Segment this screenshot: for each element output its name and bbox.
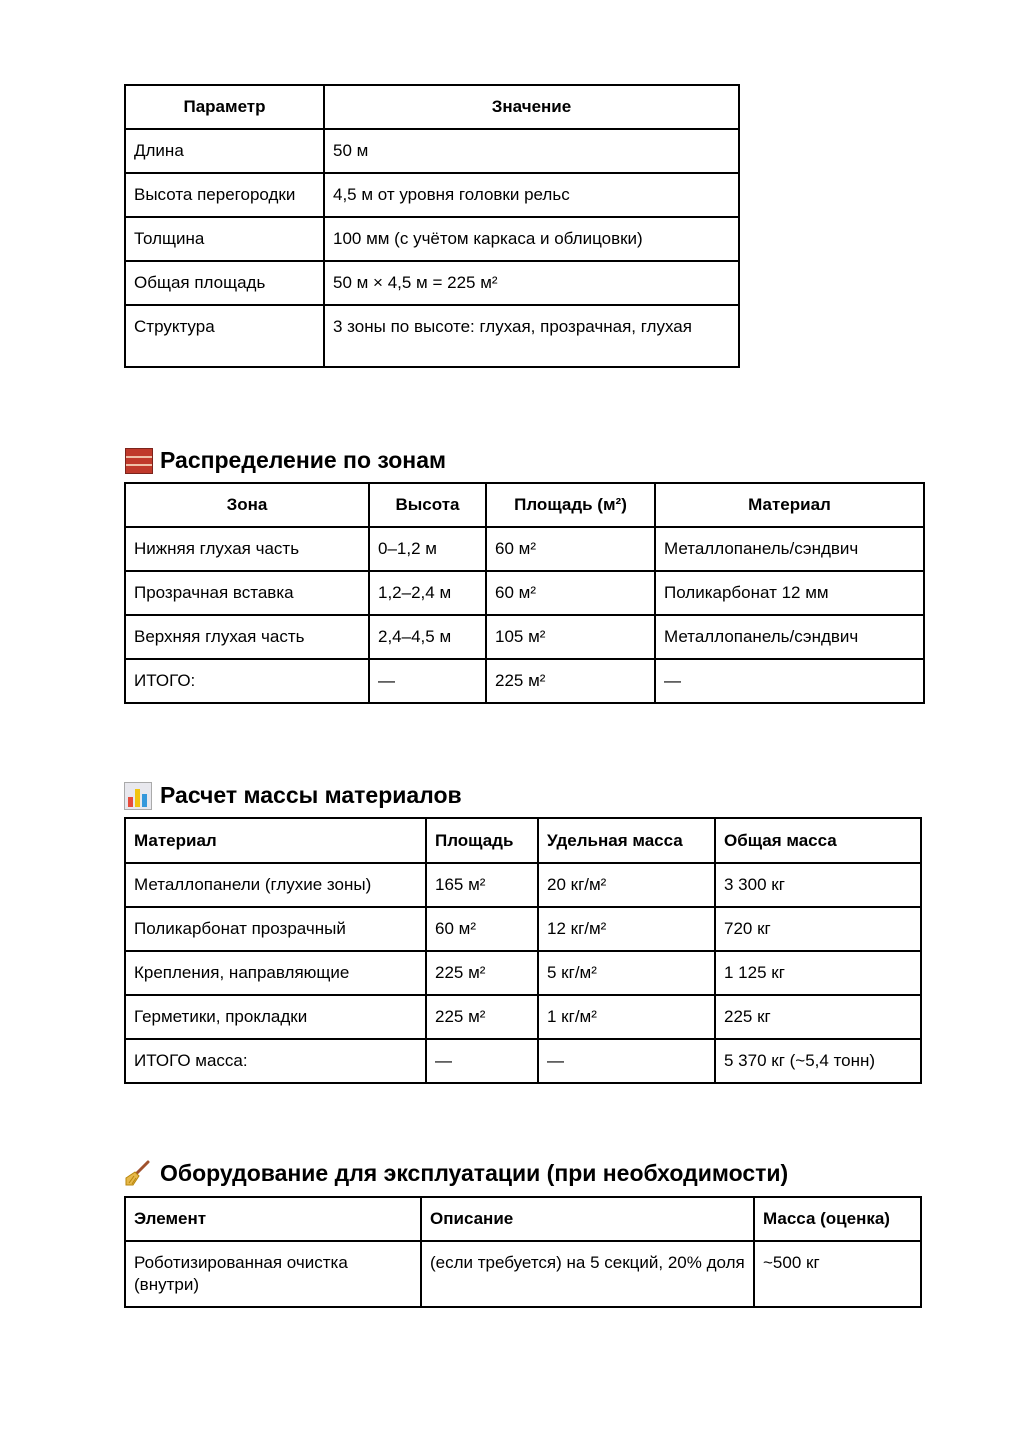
table-cell: — <box>426 1039 538 1083</box>
table-row <box>125 1241 921 1307</box>
column-header: Удельная масса <box>538 818 715 863</box>
table-cell: 225 м² <box>426 951 538 995</box>
broom-icon <box>124 1159 152 1187</box>
table-cell: Верхняя глухая часть <box>125 615 369 659</box>
table-cell: 60 м² <box>426 907 538 951</box>
equipment-table <box>124 1196 922 1308</box>
table-cell: Нижняя глухая часть <box>125 527 369 571</box>
table-cell: 225 м² <box>486 659 655 703</box>
zones-title: Распределение по зонам <box>160 447 446 473</box>
column-header: Параметр <box>125 85 324 129</box>
table-cell: Структура <box>125 305 324 367</box>
column-header: Общая масса <box>715 818 921 863</box>
table-cell: Роботизированная очистка (внутри) <box>125 1241 421 1307</box>
zones-heading <box>124 445 446 475</box>
column-header: Материал <box>125 818 426 863</box>
equipment-title: Оборудование для эксплуатации (при необходимости) <box>160 1160 789 1186</box>
table-header-row <box>125 1197 921 1241</box>
table-cell: 20 кг/м² <box>538 863 715 907</box>
table-header-row <box>125 85 739 129</box>
table-cell: 12 кг/м² <box>538 907 715 951</box>
mass-heading <box>124 780 462 810</box>
table-row <box>125 261 739 305</box>
table-cell: 2,4–4,5 м <box>369 615 486 659</box>
table-cell: ИТОГО: <box>125 659 369 703</box>
column-header: Значение <box>324 85 739 129</box>
table-row <box>125 1039 921 1083</box>
table-row <box>125 995 921 1039</box>
equipment-heading <box>124 1158 788 1188</box>
column-header: Масса (оценка) <box>754 1197 921 1241</box>
table-cell: Прозрачная вставка <box>125 571 369 615</box>
table-cell: 720 кг <box>715 907 921 951</box>
table-row <box>125 305 739 367</box>
table-cell: Толщина <box>125 217 324 261</box>
table-cell: Общая площадь <box>125 261 324 305</box>
table-cell: Металлопанель/сэндвич <box>655 527 924 571</box>
table-cell: — <box>655 659 924 703</box>
table-cell: Герметики, прокладки <box>125 995 426 1039</box>
column-header: Материал <box>655 483 924 527</box>
brick-icon <box>124 446 152 474</box>
table-cell: Металлопанели (глухие зоны) <box>125 863 426 907</box>
bar-chart-icon <box>124 781 152 809</box>
table-header-row <box>125 818 921 863</box>
column-header: Площадь <box>426 818 538 863</box>
table-cell: 225 м² <box>426 995 538 1039</box>
table-cell: — <box>369 659 486 703</box>
table-cell: 105 м² <box>486 615 655 659</box>
table-cell: Металлопанель/сэндвич <box>655 615 924 659</box>
table-cell: 1,2–2,4 м <box>369 571 486 615</box>
table-cell: 225 кг <box>715 995 921 1039</box>
table-cell: 3 зоны по высоте: глухая, прозрачная, глухая <box>324 305 739 367</box>
table-row <box>125 129 739 173</box>
table-cell: 60 м² <box>486 571 655 615</box>
table-cell: Поликарбонат прозрачный <box>125 907 426 951</box>
mass-table <box>124 817 922 1084</box>
table-cell: 165 м² <box>426 863 538 907</box>
table-cell: Крепления, направляющие <box>125 951 426 995</box>
table-cell: 3 300 кг <box>715 863 921 907</box>
params-table <box>124 84 740 368</box>
table-cell: 5 кг/м² <box>538 951 715 995</box>
column-header: Зона <box>125 483 369 527</box>
table-row <box>125 615 924 659</box>
table-cell: — <box>538 1039 715 1083</box>
column-header: Площадь (м²) <box>486 483 655 527</box>
table-cell: Поликарбонат 12 мм <box>655 571 924 615</box>
table-cell: 5 370 кг (~5,4 тонн) <box>715 1039 921 1083</box>
table-row <box>125 527 924 571</box>
column-header: Высота <box>369 483 486 527</box>
table-cell: Длина <box>125 129 324 173</box>
table-cell: ИТОГО масса: <box>125 1039 426 1083</box>
table-cell: 100 мм (с учётом каркаса и облицовки) <box>324 217 739 261</box>
table-cell: 0–1,2 м <box>369 527 486 571</box>
table-cell: 1 кг/м² <box>538 995 715 1039</box>
table-row <box>125 571 924 615</box>
table-cell: 50 м × 4,5 м = 225 м² <box>324 261 739 305</box>
table-cell: ~500 кг <box>754 1241 921 1307</box>
mass-title: Расчет массы материалов <box>160 782 462 808</box>
table-row <box>125 951 921 995</box>
table-cell: 1 125 кг <box>715 951 921 995</box>
table-cell: Высота перегородки <box>125 173 324 217</box>
table-cell: 50 м <box>324 129 739 173</box>
table-cell: 4,5 м от уровня головки рельс <box>324 173 739 217</box>
table-row <box>125 659 924 703</box>
column-header: Описание <box>421 1197 754 1241</box>
column-header: Элемент <box>125 1197 421 1241</box>
zones-table <box>124 482 925 704</box>
table-row <box>125 217 739 261</box>
table-header-row <box>125 483 924 527</box>
table-row <box>125 863 921 907</box>
table-cell: (если требуется) на 5 секций, 20% доля <box>421 1241 754 1307</box>
table-cell: 60 м² <box>486 527 655 571</box>
table-row <box>125 173 739 217</box>
table-row <box>125 907 921 951</box>
